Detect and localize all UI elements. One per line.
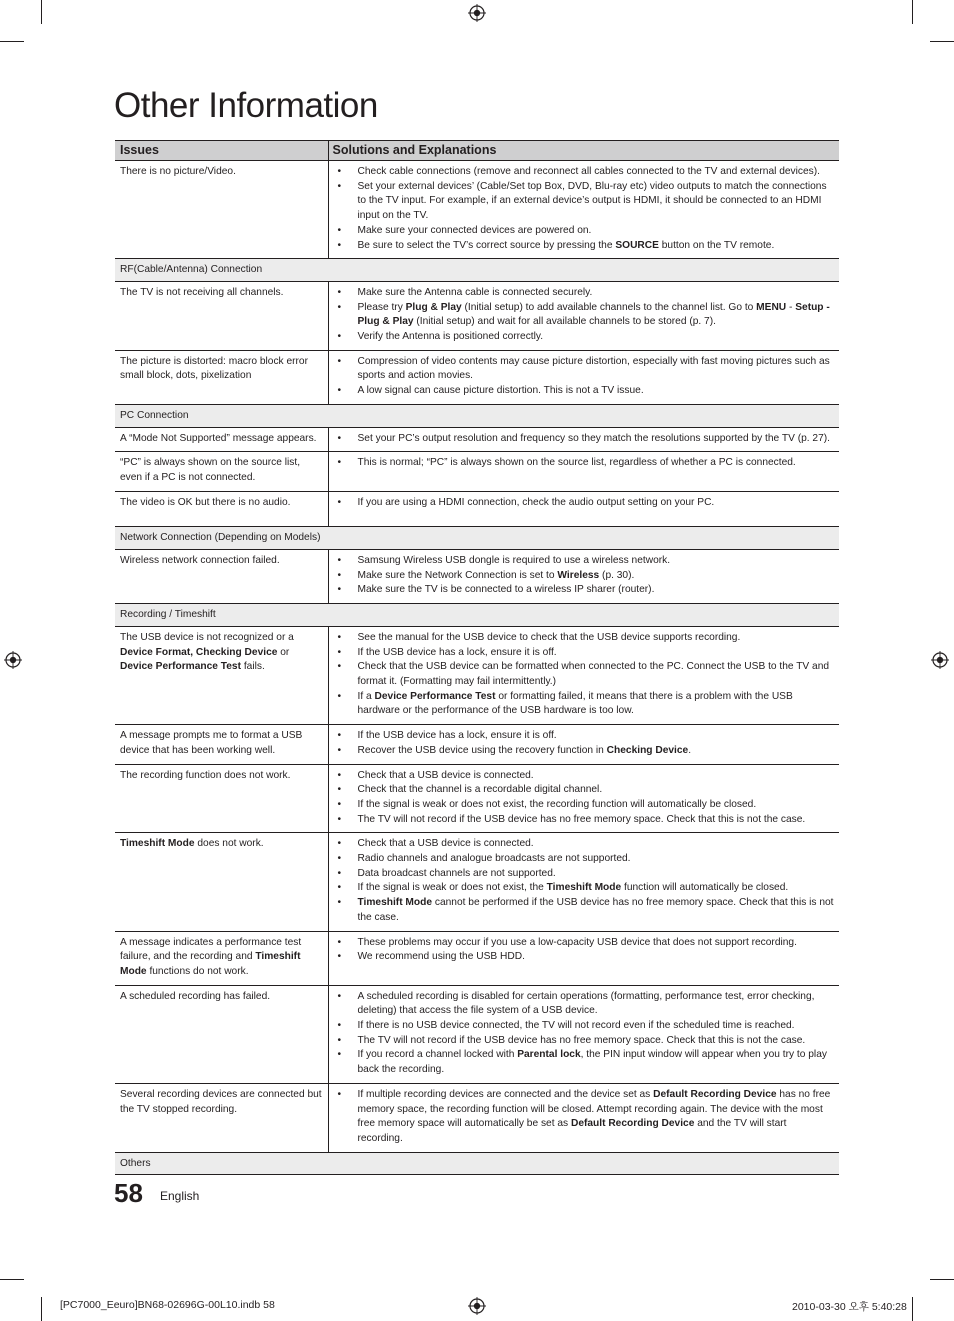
solution-item <box>329 950 835 965</box>
bold-term: Parental lock <box>517 1049 581 1061</box>
solution-item <box>329 744 835 759</box>
print-slug-timestamp: 2010-03-30 오후 5:40:28 <box>792 1301 907 1313</box>
text-segment: Make sure the TV is be connected to a wireless IP sharer (router). <box>357 584 655 596</box>
text-segment: Data broadcast channels are not supported. <box>357 867 556 879</box>
text-segment: has no free memory space, the recording function will be closed. Attempt recording again. The device with the most free memory space will automatically be set as <box>357 1088 831 1130</box>
table-header-row <box>115 141 839 161</box>
bold-term: Setup - Plug & Play <box>357 301 830 328</box>
text-segment: A scheduled recording is disabled for certain operations (formatting, performance test, error checking, deleting) that access the file system of a USB device. <box>357 990 815 1017</box>
solutions-cell <box>328 1083 839 1152</box>
issue-cell <box>115 931 328 985</box>
text-segment: The video is OK but there is no audio. <box>120 496 291 508</box>
text-segment: The recording function does not work. <box>120 769 291 781</box>
solutions-cell <box>328 626 839 724</box>
text-segment: Samsung Wireless USB dongle is required to use a wireless network. <box>357 555 671 567</box>
text-segment: We recommend using the USB HDD. <box>357 951 525 963</box>
text-segment: Several recording devices are connected but the TV stopped recording. <box>120 1088 322 1115</box>
solution-item <box>329 569 835 584</box>
bold-term: Device Performance Test <box>374 690 496 702</box>
text-segment: There is no picture/Video. <box>120 166 236 177</box>
solution-item <box>329 301 835 330</box>
text-segment: Check that a USB device is connected. <box>357 769 534 781</box>
crop-mark <box>41 0 42 24</box>
text-segment: Make sure the Antenna cable is connected securely. <box>357 286 593 298</box>
solution-item <box>329 355 835 384</box>
page-language: English <box>160 1189 200 1203</box>
issue-cell <box>115 626 328 724</box>
troubleshooting-table <box>115 140 839 1175</box>
text-segment: If the USB device has a lock, ensure it is off. <box>357 646 557 658</box>
solutions-cell <box>328 985 839 1083</box>
text-segment: and the TV will start recording. <box>357 1118 787 1144</box>
solution-item <box>329 432 835 447</box>
section-label: Recording / Timeshift <box>115 604 839 627</box>
solutions-cell <box>328 427 839 452</box>
solution-list <box>329 456 835 471</box>
solution-item <box>329 660 835 689</box>
table-row <box>115 427 839 452</box>
solution-item <box>329 1088 835 1147</box>
section-header-row <box>115 1152 839 1175</box>
bold-term: Checking Device <box>606 744 689 756</box>
solution-list <box>329 936 835 965</box>
solution-item <box>329 867 835 882</box>
text-segment: button on the TV remote. <box>658 239 775 251</box>
text-segment: cannot be performed if the USB device has no free memory space. Check that this is not the case. <box>357 897 834 923</box>
issue-cell <box>115 985 328 1083</box>
table-row <box>115 350 839 404</box>
solution-item <box>329 224 835 239</box>
text-segment: Wireless network connection failed. <box>120 555 280 567</box>
text-segment: If the signal is weak or does not exist, the recording function will automatically be closed. <box>357 798 757 810</box>
text-segment: The TV is not receiving all channels. <box>120 286 284 298</box>
registration-mark-icon <box>931 651 949 669</box>
issue-cell <box>115 427 328 452</box>
crop-mark <box>930 1279 954 1280</box>
solution-item <box>329 496 835 511</box>
text-segment: - <box>786 301 796 313</box>
text-segment: If a <box>357 690 375 702</box>
solution-list <box>329 554 835 598</box>
solution-item <box>329 180 835 224</box>
solution-item <box>329 1048 835 1077</box>
solutions-cell <box>328 161 839 259</box>
text-segment: If multiple recording devices are connected and the device set as <box>357 1088 654 1100</box>
bold-term: MENU <box>756 301 787 313</box>
text-segment: These problems may occur if you use a low-capacity USB device that does not support recording. <box>357 936 797 948</box>
column-header-solutions: Solutions and Explanations <box>328 141 839 161</box>
solution-list <box>329 496 835 511</box>
crop-mark <box>912 0 913 24</box>
section-header-row <box>115 604 839 627</box>
text-segment: Recover the USB device using the recovery function in <box>357 744 607 756</box>
issue-cell <box>115 1083 328 1152</box>
crop-mark <box>0 41 24 42</box>
solution-item <box>329 631 835 646</box>
section-header-row <box>115 259 839 282</box>
solution-item <box>329 239 835 254</box>
text-segment: Make sure your connected devices are powered on. <box>357 224 592 236</box>
solution-item <box>329 690 835 719</box>
print-slug-file: [PC7000_Eeuro]BN68-02696G-00L10.indb 58 <box>60 1299 275 1311</box>
page-title: Other Information <box>114 86 378 125</box>
solution-item <box>329 554 835 569</box>
bold-term: SOURCE <box>615 239 659 251</box>
bold-term: Plug & Play <box>405 301 462 313</box>
text-segment: Set your PC’s output resolution and frequency so they match the resolutions supported by the TV (p. 27). <box>357 432 830 444</box>
text-segment: See the manual for the USB device to check that the USB device supports recording. <box>357 631 741 643</box>
solution-item <box>329 936 835 951</box>
text-segment: If the signal is weak or does not exist, the <box>357 882 547 894</box>
solution-item <box>329 729 835 744</box>
crop-mark <box>0 1279 24 1280</box>
text-segment: (Initial setup) and wait for all available channels to be stored (p. 7). <box>413 316 716 328</box>
text-segment: If the USB device has a lock, ensure it is off. <box>357 730 557 742</box>
bold-term: Wireless <box>557 569 600 581</box>
text-segment: Set your external devices’ (Cable/Set top Box, DVD, Blu-ray etc) video outputs to match the connections to the TV input. For example, if an external device’s output is HDMI, it should be connected to an HDMI input on the TV. <box>357 180 827 222</box>
text-segment: functions do not work. <box>146 965 249 977</box>
text-segment: The TV will not record if the USB device has no free memory space. Check that this is not the case. <box>357 1034 806 1046</box>
solutions-cell <box>328 725 839 764</box>
text-segment: (Initial setup) to add available channels to the channel list. Go to <box>461 301 757 313</box>
text-segment: function will automatically be closed. <box>621 882 789 894</box>
solution-list <box>329 432 835 447</box>
text-segment: A “Mode Not Supported” message appears. <box>120 432 317 444</box>
solution-list <box>329 286 835 345</box>
text-segment: The picture is distorted: macro block error small block, dots, pixelization <box>120 355 308 382</box>
solution-item <box>329 330 835 345</box>
table-body <box>115 161 839 1175</box>
bold-term: Timeshift Mode <box>120 838 195 850</box>
table-row <box>115 833 839 931</box>
text-segment: Please try <box>357 301 406 313</box>
solution-item <box>329 813 835 828</box>
solution-item <box>329 1019 835 1034</box>
solution-item <box>329 583 835 598</box>
solution-item <box>329 1034 835 1049</box>
solution-list <box>329 631 835 719</box>
table-row <box>115 1083 839 1152</box>
solutions-cell <box>328 281 839 350</box>
section-label: Others <box>115 1152 839 1175</box>
text-segment: does not work. <box>194 838 264 850</box>
solution-item <box>329 798 835 813</box>
text-segment: A low signal can cause picture distortion. This is not a TV issue. <box>357 385 644 397</box>
bold-term: Default Recording Device <box>653 1088 777 1100</box>
text-segment: Check that the channel is a recordable digital channel. <box>357 784 603 796</box>
text-segment: This is normal; “PC” is always shown on the source list, regardless of whether a PC is connected. <box>357 457 796 469</box>
table-row <box>115 931 839 985</box>
issue-cell <box>115 281 328 350</box>
table-row <box>115 764 839 833</box>
solutions-cell <box>328 491 839 527</box>
solution-item <box>329 456 835 471</box>
text-segment: (p. 30). <box>599 569 635 581</box>
text-segment: Check cable connections (remove and reconnect all cables connected to the TV and external devices). <box>357 166 820 177</box>
registration-mark-icon <box>468 1297 486 1315</box>
solution-list <box>329 990 835 1078</box>
table-row <box>115 452 839 491</box>
issue-cell <box>115 491 328 527</box>
section-header-row <box>115 404 839 427</box>
crop-mark <box>41 1297 42 1321</box>
text-segment: The USB device is not recognized or a <box>120 631 294 643</box>
text-segment: The TV will not record if the USB device has no free memory space. Check that this is not the case. <box>357 813 806 825</box>
issue-cell <box>115 161 328 259</box>
table-row <box>115 491 839 527</box>
text-segment: A scheduled recording has failed. <box>120 990 271 1002</box>
text-segment: A message indicates a performance test failure, and the recording and <box>120 936 302 963</box>
text-segment: Radio channels and analogue broadcasts are not supported. <box>357 853 631 865</box>
column-header-issues: Issues <box>115 141 328 161</box>
registration-mark-icon <box>4 651 22 669</box>
solution-item <box>329 852 835 867</box>
table-row <box>115 550 839 604</box>
solution-list <box>329 1088 835 1147</box>
table-row <box>115 725 839 764</box>
solution-list <box>329 165 835 253</box>
text-segment: or <box>277 646 290 658</box>
issue-cell <box>115 725 328 764</box>
text-segment: fails. <box>241 661 265 673</box>
solution-list <box>329 769 835 828</box>
solution-list <box>329 729 835 758</box>
solutions-cell <box>328 833 839 931</box>
bold-term: Timeshift Mode <box>546 882 622 894</box>
solution-item <box>329 769 835 784</box>
text-segment: . <box>688 744 692 756</box>
solution-item <box>329 165 835 180</box>
text-segment: Check that the USB device can be formatted when connected to the PC. Connect the USB to the TV and format it. (Formatting may fail intermittently.) <box>357 661 830 687</box>
bold-term: Device Format, Checking Device <box>120 646 278 658</box>
solution-item <box>329 896 835 925</box>
issue-cell <box>115 550 328 604</box>
text-segment: , the PIN input window will appear when you try to play back the recording. <box>357 1049 827 1076</box>
text-segment: If you record a channel locked with <box>357 1049 518 1061</box>
bold-term: Default Recording Device <box>570 1118 695 1130</box>
issue-cell <box>115 350 328 404</box>
solution-item <box>329 384 835 399</box>
text-segment: A message prompts me to format a USB device that has been working well. <box>120 730 303 756</box>
text-segment: Make sure the Network Connection is set to <box>357 569 558 581</box>
solution-item <box>329 881 835 896</box>
text-segment: If there is no USB device connected, the TV will not record even if the scheduled time is reached. <box>357 1020 795 1032</box>
issue-cell <box>115 833 328 931</box>
section-label: PC Connection <box>115 404 839 427</box>
text-segment: Check that a USB device is connected. <box>357 838 534 850</box>
issue-cell <box>115 452 328 491</box>
issue-cell <box>115 764 328 833</box>
text-segment: Verify the Antenna is positioned correctly. <box>357 331 544 343</box>
crop-mark <box>912 1297 913 1321</box>
bold-term: Device Performance Test <box>120 661 241 673</box>
text-segment: Compression of video contents may cause picture distortion, especially with fast moving pictures such as sports and action movies. <box>357 355 830 382</box>
solutions-cell <box>328 452 839 491</box>
solution-list <box>329 355 835 399</box>
section-header-row <box>115 527 839 550</box>
solutions-cell <box>328 350 839 404</box>
crop-mark <box>930 41 954 42</box>
table-row <box>115 626 839 724</box>
table-row <box>115 985 839 1083</box>
text-segment: If you are using a HDMI connection, check the audio output setting on your PC. <box>357 496 715 508</box>
table-row <box>115 281 839 350</box>
solutions-cell <box>328 764 839 833</box>
bold-term: Timeshift Mode <box>120 951 301 977</box>
solution-item <box>329 286 835 301</box>
registration-mark-icon <box>468 4 486 22</box>
solution-item <box>329 783 835 798</box>
solution-item <box>329 646 835 661</box>
table-row <box>115 161 839 259</box>
solutions-cell <box>328 931 839 985</box>
section-label: Network Connection (Depending on Models) <box>115 527 839 550</box>
text-segment: Be sure to select the TV’s correct source by pressing the <box>357 239 616 251</box>
page-number: 58 <box>114 1178 143 1208</box>
section-label: RF(Cable/Antenna) Connection <box>115 259 839 282</box>
solution-item <box>329 837 835 852</box>
bold-term: Timeshift Mode <box>357 897 433 909</box>
solution-item <box>329 990 835 1019</box>
solution-list <box>329 837 835 925</box>
solutions-cell <box>328 550 839 604</box>
text-segment: “PC” is always shown on the source list, even if a PC is not connected. <box>120 457 301 483</box>
text-segment: or formatting failed, it means that there is a problem with the USB hardware or the performance of the USB hardware is too low. <box>357 690 793 717</box>
